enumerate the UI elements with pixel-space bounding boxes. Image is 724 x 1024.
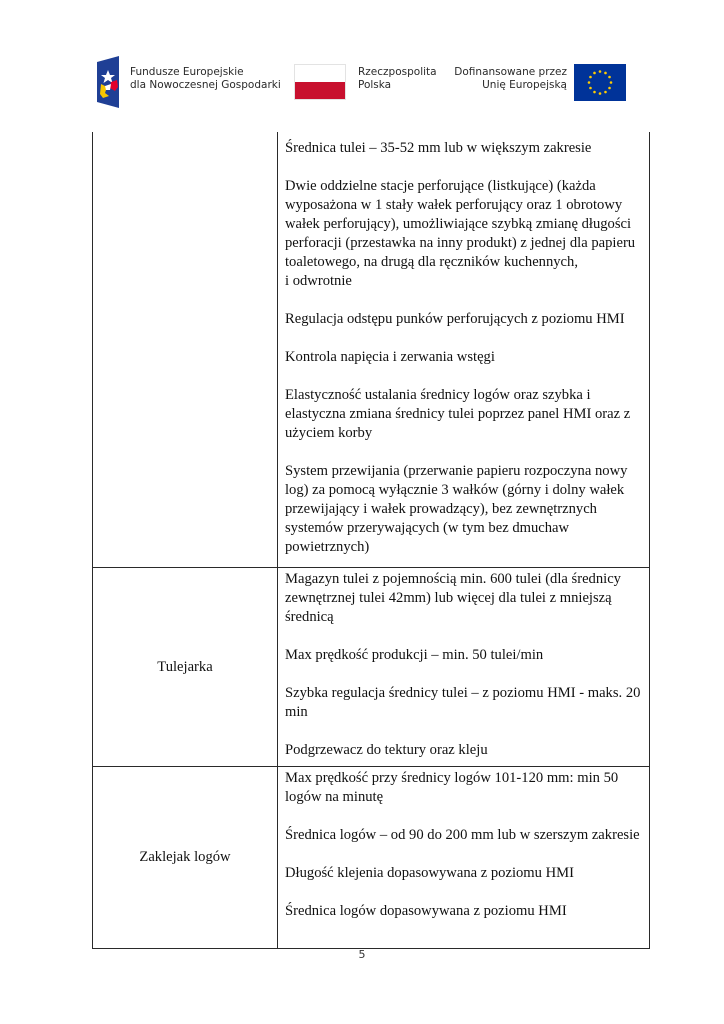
spec-item: Podgrzewacz do tektury oraz kleju bbox=[285, 742, 488, 758]
spec-item: Średnica logów dopasowywana z poziomu HMI bbox=[285, 903, 567, 919]
spec-item: Magazyn tulei z pojemnością min. 600 tulei (dla średnicy zewnętrznej tulei 42mm) lub więcej dla tulei z mniejszą średnicą bbox=[285, 571, 621, 625]
table-row bbox=[93, 568, 650, 767]
eu-star-icon bbox=[610, 81, 613, 84]
page-number: 5 bbox=[358, 948, 366, 961]
eu-logo-line2: Unię Europejską bbox=[482, 79, 567, 91]
row-content bbox=[278, 132, 650, 568]
eu-funding-text bbox=[454, 66, 567, 92]
pl-logo-line1: Rzeczpospolita bbox=[358, 66, 437, 78]
eu-star-icon bbox=[599, 70, 602, 73]
spec-item: Średnica logów – od 90 do 200 mm lub w szerszym zakresie bbox=[285, 827, 640, 843]
spec-item bbox=[285, 177, 641, 291]
fundusze-europejskie-logo-text bbox=[130, 66, 281, 92]
eu-flag-icon bbox=[574, 64, 626, 101]
fe-logo-line2: dla Nowoczesnej Gospodarki bbox=[130, 79, 281, 91]
row-content bbox=[278, 767, 650, 949]
spec-item: Kontrola napięcia i zerwania wstęgi bbox=[285, 349, 495, 365]
specification-table bbox=[92, 132, 650, 949]
eu-star-icon bbox=[604, 72, 607, 75]
eu-star-icon bbox=[604, 91, 607, 94]
row-label: Zaklejak logów bbox=[93, 767, 278, 949]
page-header bbox=[0, 52, 724, 112]
fe-logo-line1: Fundusze Europejskie bbox=[130, 66, 244, 78]
eu-star-icon bbox=[589, 76, 592, 79]
spec-item: Średnica tulei – 35-52 mm lub w większym zakresie bbox=[285, 140, 592, 156]
eu-star-icon bbox=[608, 76, 611, 79]
polish-flag-icon bbox=[294, 64, 346, 100]
spec-item: Max prędkość przy średnicy logów 101-120 mm: min 50 logów na minutę bbox=[285, 770, 619, 805]
pl-logo-line2: Polska bbox=[358, 79, 392, 91]
flag-white-band bbox=[295, 65, 345, 82]
spec-item: Max prędkość produkcji – min. 50 tulei/min bbox=[285, 647, 544, 663]
spec-item: Elastyczność ustalania średnicy logów oraz szybka i elastyczna zmiana średnicy tulei poprzez panel HMI oraz z użyciem korby bbox=[285, 387, 631, 441]
fundusze-europejskie-logo-icon bbox=[97, 56, 121, 108]
flag-red-band bbox=[295, 82, 345, 99]
eu-star-icon bbox=[589, 87, 592, 90]
spec-item: Szybka regulacja średnicy tulei – z poziomu HMI - maks. 20 min bbox=[285, 685, 641, 720]
spec-item: System przewijania (przerwanie papieru rozpoczyna nowy log) za pomocą wyłącznie 3 wałków (górny i dolny wałek przewijający i wałek prowadzący), bez zewnętrznych systemów przerywających (w tym bez dmuchaw powietrznych) bbox=[285, 463, 628, 555]
spec-item-tail: i odwrotnie bbox=[285, 273, 352, 289]
eu-logo-line1: Dofinansowane przez bbox=[454, 66, 567, 78]
eu-star-icon bbox=[599, 92, 602, 95]
rzeczpospolita-polska-text bbox=[358, 66, 437, 92]
spec-item-text: Dwie oddzielne stacje perforujące (listkujące) (każda wyposażona w 1 stały wałek perforujący oraz 1 obrotowy wałek perforujący), umożliwiające szybką zmianę długości perforacji (przestawka na inny produkt) z jednej dla papieru toaletowego, na drugą dla ręczników kuchennych, bbox=[285, 178, 636, 270]
row-content bbox=[278, 568, 650, 767]
table-row bbox=[93, 132, 650, 568]
table-row bbox=[93, 767, 650, 949]
eu-star-icon bbox=[588, 81, 591, 84]
eu-star-icon bbox=[593, 91, 596, 94]
row-label: Tulejarka bbox=[93, 568, 278, 767]
spec-item: Regulacja odstępu punków perforujących z poziomu HMI bbox=[285, 311, 625, 327]
spec-item: Długość klejenia dopasowywana z poziomu HMI bbox=[285, 865, 574, 881]
row-label bbox=[93, 132, 278, 568]
eu-star-icon bbox=[593, 72, 596, 75]
eu-star-icon bbox=[608, 87, 611, 90]
